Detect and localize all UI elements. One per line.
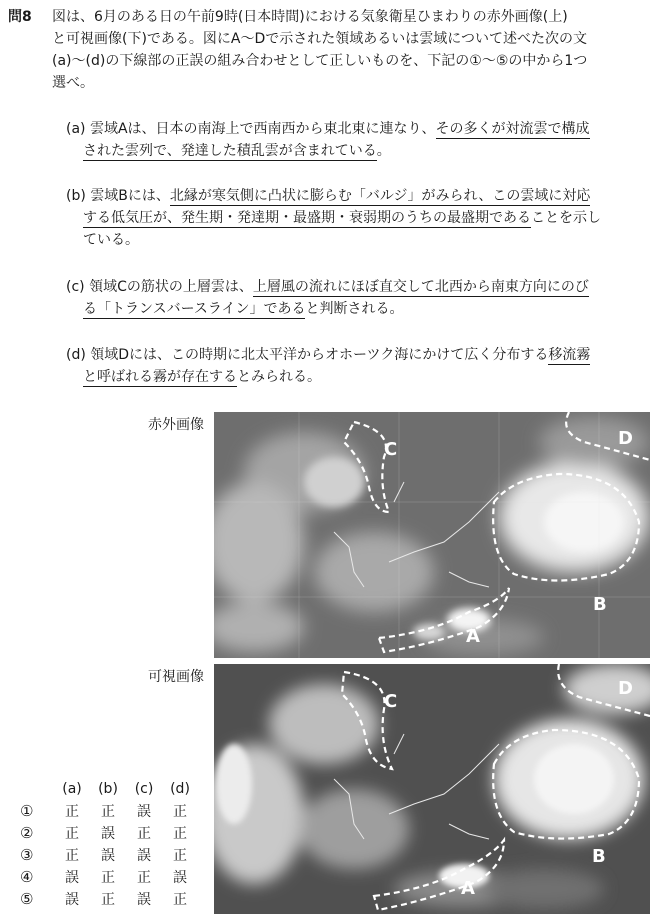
header-c: (c)	[134, 781, 154, 797]
question-line: (a)〜(d)の下線部の正誤の組み合わせとして正しいものを、下記の①〜⑤の中から1つ	[52, 53, 588, 69]
choice-number: ①	[20, 802, 34, 820]
statement-d-underlined: と呼ばれる霧が存在する	[83, 369, 237, 385]
ir-image-label: 赤外画像	[148, 417, 204, 433]
choice-cell: 正	[173, 848, 187, 864]
vis-satellite-image	[214, 664, 650, 914]
region-label-c: C	[384, 691, 398, 712]
choice-cell: 正	[65, 826, 79, 842]
choice-cell: 誤	[173, 870, 187, 886]
statement-a	[66, 118, 646, 162]
choice-cell: 誤	[137, 892, 151, 908]
statement-a-underlined: その多くが対流雲で構成	[435, 121, 590, 137]
statement-c-text: と判断される。	[305, 301, 404, 317]
statement-b-text: ている。	[83, 232, 139, 248]
region-label-d: D	[618, 428, 633, 449]
vis-image-label: 可視画像	[148, 669, 204, 685]
statement-c	[66, 276, 646, 320]
statement-d-text: とみられる。	[237, 369, 321, 385]
statement-b-underlined: する低気圧が、発生期・発達期・最盛期・衰弱期のうちの最盛期である	[83, 210, 531, 226]
region-label-a: A	[466, 626, 480, 647]
answer-choice-row[interactable]	[20, 800, 198, 822]
choice-number: ②	[20, 824, 34, 842]
statement-d	[66, 344, 646, 388]
statement-b	[66, 185, 646, 251]
region-label-b: B	[593, 594, 607, 615]
choice-cell: 誤	[65, 892, 79, 908]
choice-cell: 正	[173, 826, 187, 842]
choice-cell: 誤	[101, 826, 115, 842]
statement-c-text: (c) 領域Cの筋状の上層雲は、	[66, 279, 253, 295]
statement-d-underlined: 移流霧	[548, 347, 591, 363]
choice-cell: 正	[101, 804, 115, 820]
choice-cell: 誤	[101, 848, 115, 864]
choice-cell: 誤	[137, 848, 151, 864]
choice-cell: 正	[101, 870, 115, 886]
statement-b-text: (b) 雲域Bには、	[66, 188, 170, 204]
statement-b-underlined: 北縁が寒気側に凸状に膨らむ「バルジ」がみられ、この雲域に対応	[169, 188, 591, 204]
choice-number: ④	[20, 868, 34, 886]
header-a: (a)	[62, 781, 82, 797]
choice-cell: 正	[65, 804, 79, 820]
choice-number: ⑤	[20, 890, 34, 908]
header-d: (d)	[170, 781, 190, 797]
answer-choice-row[interactable]	[20, 888, 198, 910]
statement-a-text: 。	[376, 143, 391, 159]
statement-a-underlined: された雲列で、発達した積乱雲が含まれている	[83, 143, 377, 159]
choice-cell: 正	[173, 892, 187, 908]
choice-cell: 正	[101, 892, 115, 908]
region-label-c: C	[384, 439, 398, 460]
answer-table-header	[20, 778, 198, 800]
region-label-a: A	[461, 878, 475, 899]
answer-choice-row[interactable]	[20, 822, 198, 844]
statement-c-underlined: 上層風の流れにほぼ直交して北西から南東方向にのび	[252, 279, 589, 295]
statement-b-text: ことを示し	[531, 210, 601, 226]
question-line: と可視画像(下)である。図にA〜Dで示された領域あるいは雲域について述べた次の文	[52, 31, 587, 47]
choice-cell: 誤	[65, 870, 79, 886]
region-label-b: B	[592, 846, 606, 867]
question-text	[52, 6, 638, 94]
choice-cell: 正	[137, 870, 151, 886]
choice-cell: 正	[137, 826, 151, 842]
statement-d-text: (d) 領域Dには、この時期に北太平洋からオホーツク海にかけて広く分布する	[66, 347, 549, 363]
choice-number: ③	[20, 846, 34, 864]
choice-cell: 誤	[137, 804, 151, 820]
header-b: (b)	[98, 781, 118, 797]
ir-satellite-image	[214, 412, 650, 658]
statement-a-text: (a) 雲域Aは、日本の南海上で西南西から東北東に連なり、	[66, 121, 436, 137]
question-number: 問8	[8, 9, 32, 25]
question-line: 図は、6月のある日の午前9時(日本時間)における気象衛星ひまわりの赤外画像(上)	[52, 9, 568, 25]
answer-choice-row[interactable]	[20, 866, 198, 888]
choice-cell: 正	[173, 804, 187, 820]
region-label-d: D	[618, 678, 633, 699]
statement-c-underlined: る「トランスバースライン」である	[83, 301, 306, 317]
answer-choice-row[interactable]	[20, 844, 198, 866]
answer-table	[20, 778, 198, 910]
choice-cell: 正	[65, 848, 79, 864]
question-line: 選べ。	[52, 75, 94, 91]
